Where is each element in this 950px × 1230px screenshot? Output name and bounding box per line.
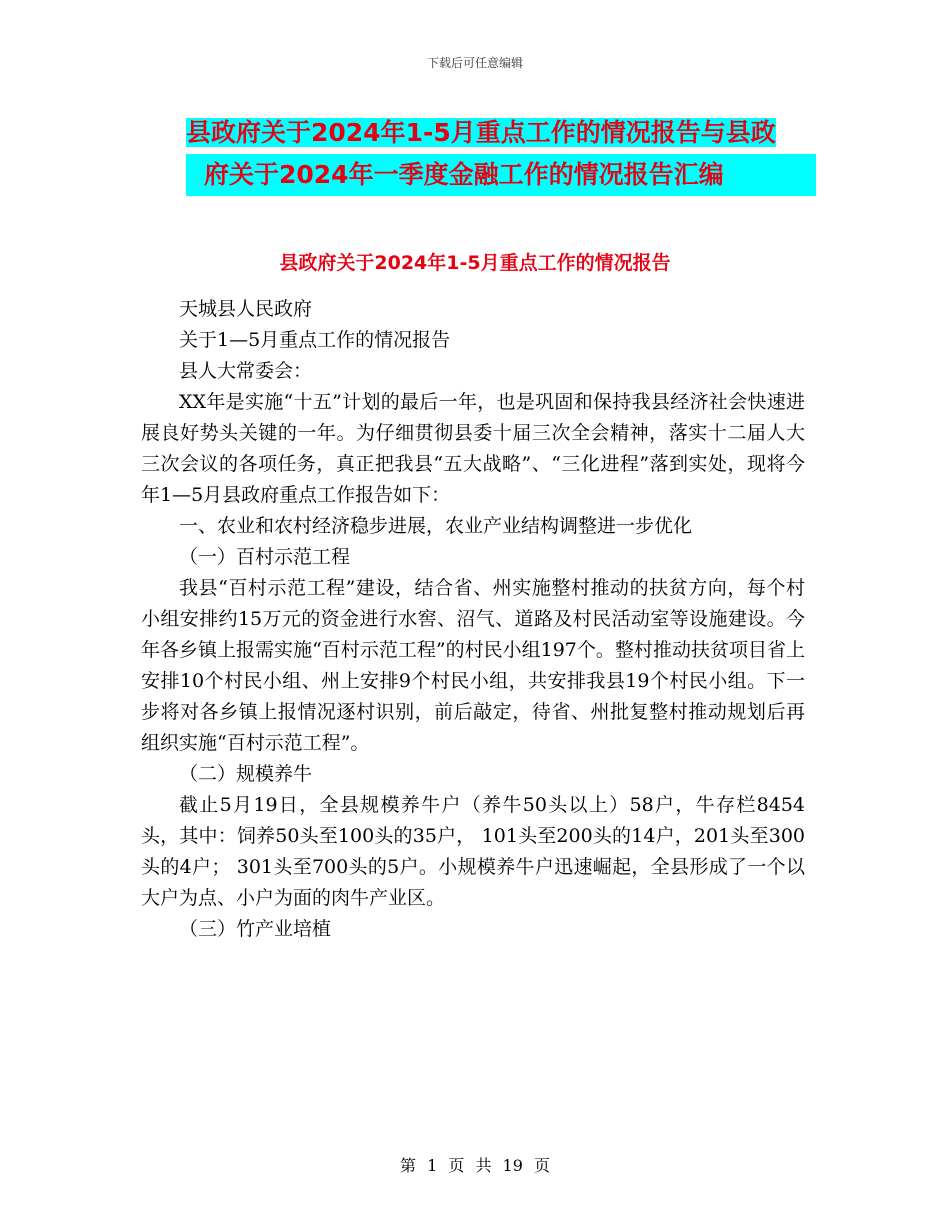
document-title-line2-text: 府关于2024年一季度金融工作的情况报告汇编 [204, 160, 724, 189]
report-title-line: 关于1—5月重点工作的情况报告 [179, 329, 451, 351]
document-title [186, 112, 816, 196]
body-paragraph: XX年是实施“十五”计划的最后一年，也是巩固和保持我县经济社会快速进展良好势头关键的一年。为仔细贯彻县委十届三次全会精神，落实十二届人大三次会议的各项任务，真正把我县“五大战略”、“三化进程”落到实处，现将今年1—5月县政府重点工作报告如下： [141, 391, 805, 506]
document-title-line1: 县政府关于2024年1-5月重点工作的情况报告与县政 [186, 118, 776, 147]
header-note: 下载后可任意编辑 [426, 56, 523, 70]
section-title: 县政府关于2024年1-5月重点工作的情况报告 [279, 252, 671, 274]
page-footer: 第 1 页 共 19 页 [400, 1156, 550, 1175]
document-body [141, 294, 805, 945]
subsection-heading: （一）百村示范工程 [179, 546, 351, 568]
section-heading: 一、农业和农村经济稳步进展，农业产业结构调整进一步优化 [179, 515, 693, 537]
document-title-line2 [186, 154, 816, 196]
subsection-heading: （三）竹产业培植 [179, 918, 332, 940]
subsection-heading: （二）规模养牛 [179, 763, 313, 785]
body-paragraph: 我县“百村示范工程”建设，结合省、州实施整村推动的扶贫方向，每个村小组安排约15万元的资金进行水窖、沼气、道路及村民活动室等设施建设。今年各乡镇上报需实施“百村示范工程”的村民小组197个。整村推动扶贫项目省上安排10个村民小组、州上安排9个村民小组，共安排我县19个村民小组。下一步将对各乡镇上报情况逐村识别，前后敲定，待省、州批复整村推动规划后再组织实施“百村示范工程”。 [141, 577, 805, 754]
issuer-line: 天城县人民政府 [179, 298, 313, 320]
body-paragraph: 截止5月19日，全县规模养牛户（养牛50头以上）58户，牛存栏8454头，其中：饲养50头至100头的35户， 101头至200头的14户，201头至300头的4户； 301头至700头的5户。小规模养牛户迅速崛起，全县形成了一个以大户为点、小户为面的肉牛产业区。 [141, 794, 805, 909]
salutation: 县人大常委会： [179, 360, 313, 382]
